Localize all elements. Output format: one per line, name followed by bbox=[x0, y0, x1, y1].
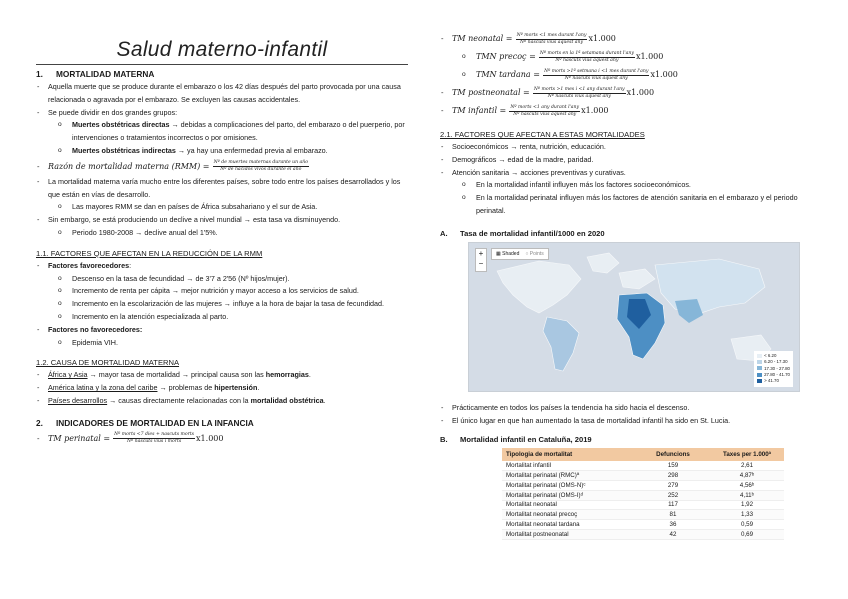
section-1-1-heading bbox=[36, 249, 408, 258]
cause-end-3: . bbox=[323, 395, 326, 405]
section-b-heading bbox=[440, 435, 820, 444]
legend-label: 6.20 - 17.30 bbox=[764, 359, 788, 365]
perinatal-denominator: Nº nascuts vius i morts bbox=[127, 439, 182, 445]
formula-fraction bbox=[543, 69, 649, 82]
formula-numerator: Nº morts en la 1ª setamana durant l'any bbox=[539, 50, 634, 56]
table-row bbox=[502, 529, 784, 539]
map-zoom-control bbox=[475, 248, 487, 272]
rmm-fraction bbox=[213, 160, 309, 173]
section-2-1-title: 2.1. FACTORES QUE AFECTAN A ESTAS MORTALIDADES bbox=[440, 130, 645, 139]
formula-multiplier: x1.000 bbox=[626, 88, 655, 97]
table-row bbox=[502, 520, 784, 530]
table-cell: Mortalitat infantil bbox=[502, 461, 636, 470]
table-cell: 81 bbox=[636, 510, 710, 520]
factor-health-care: - Atención sanitaria → acciones preventivas y curativas. bbox=[440, 167, 820, 180]
formula-fraction bbox=[539, 51, 635, 64]
legend-label: 17.30 - 27.80 bbox=[764, 365, 790, 371]
section-a-letter: A. bbox=[440, 228, 448, 238]
formula-denominator: Nº nascuts vius aquest any bbox=[513, 111, 577, 117]
table-cell: 42 bbox=[636, 529, 710, 539]
table-cell: 0,59 bbox=[710, 520, 784, 530]
formula-lhs: TMN precoç = bbox=[476, 52, 536, 61]
cause-region-1: África y Asia bbox=[48, 370, 88, 380]
section-a-heading bbox=[440, 229, 820, 238]
table-cell: 159 bbox=[636, 461, 710, 470]
rmm-lhs: Razón de mortalidad materna (RMM) = bbox=[48, 161, 210, 171]
cause-text-2: → problemas de bbox=[157, 383, 215, 393]
nofav-label-text: Factores no favorecedores: bbox=[48, 324, 143, 334]
table-cell: Mortalitat postneonatal bbox=[502, 529, 636, 539]
s1-paragraph-3: - La mortalidad materna varía mucho entre los diferentes países, sobre todo entre los países desarrollados y los que están en vías de desarrollo. bbox=[36, 176, 408, 202]
tab-shaded-label: Shaded bbox=[502, 250, 520, 257]
rmm-numerator: Nº de muertes maternas durante un año bbox=[213, 160, 309, 166]
map-mode-tabs bbox=[491, 248, 549, 260]
formula-lhs: TM neonatal = bbox=[452, 34, 513, 43]
section-2-title: INDICADORES DE MORTALIDAD EN LA INFANCIA bbox=[56, 417, 254, 428]
direct-text: → debidas a complicaciones del parto, del embarazo o del puerperio, por intervenciones o tratamientos incorrectos o por omisiones. bbox=[72, 120, 405, 143]
zoom-in-button[interactable]: + bbox=[478, 248, 484, 258]
table-cell: 298 bbox=[636, 471, 710, 481]
tab-shaded[interactable]: ▦ Shaded bbox=[496, 250, 520, 257]
perinatal-fraction bbox=[113, 432, 195, 445]
table-body bbox=[502, 461, 784, 539]
nofav-factor-item: o Epidemia VIH. bbox=[36, 337, 408, 350]
table-row bbox=[502, 471, 784, 481]
table-cell: Mortalitat perinatal (RMC)ª bbox=[502, 471, 636, 481]
fav-factor-item: o Incremento en la escolarización de las mujeres → influye a la hora de bajar la tasa de fecundidad. bbox=[36, 298, 408, 311]
map-legend bbox=[754, 351, 793, 387]
direct-label: Muertes obstétricas directas bbox=[72, 120, 170, 130]
table-cell: 4,56ᵇ bbox=[710, 480, 784, 490]
factor-note-infant: o En la mortalidad infantil influyen más los factores socioeconómicos. bbox=[440, 179, 820, 192]
rmm-formula bbox=[36, 158, 408, 176]
formula-numerator: Nº morts >1ª setmana i <1 mes durant l'any bbox=[544, 68, 649, 74]
table-header-row bbox=[502, 448, 784, 461]
section-b-title: Mortalidad infantil en Cataluña, 2019 bbox=[460, 435, 592, 445]
table-row bbox=[502, 461, 784, 470]
table-row bbox=[502, 480, 784, 490]
rmm-denominator: Nº de nacidos vivos durante el año bbox=[220, 167, 302, 173]
section-1-number: 1. bbox=[36, 69, 43, 79]
formula-numerator: Nº morts <1 mes durant l'any bbox=[516, 32, 587, 38]
section-1-1-title: 1.1. FACTORES QUE AFECTAN EN LA REDUCCIÓN DE LA RMM bbox=[36, 248, 263, 258]
fav-factor-item: o Incremento de renta per cápita → mejor nutrición y mayor acceso a los servicios de salud. bbox=[36, 285, 408, 298]
tab-points[interactable]: ○ Points bbox=[525, 250, 544, 257]
formula-denominator: Nº nascuts vius aquest any bbox=[564, 75, 628, 81]
s1-paragraph-1: - Aquella muerte que se produce durante el embarazo o los 42 días después del parto provocada por una causa relacionada o agravada por el embarazo. Se excluyen las causas accidentales. bbox=[36, 81, 408, 107]
legend-entry bbox=[757, 378, 790, 384]
legend-label: < 6.20 bbox=[764, 352, 777, 358]
catalonia-mortality-table bbox=[502, 448, 784, 539]
section-b-letter: B. bbox=[440, 435, 448, 445]
s1-bullet-direct bbox=[36, 119, 408, 145]
s1-bullet-rmm-regions: o Las mayores RMM se dan en países de África subsahariano y el sur de Asia. bbox=[36, 201, 408, 214]
formula-row bbox=[440, 30, 820, 48]
table-row bbox=[502, 510, 784, 520]
left-column bbox=[36, 30, 408, 448]
table-column-header: Taxes per 1.000ª bbox=[710, 448, 784, 461]
perinatal-multiplier: x1.000 bbox=[196, 433, 224, 443]
formula-fraction bbox=[533, 87, 626, 100]
table-cell: 36 bbox=[636, 520, 710, 530]
s1-bullet-period: o Periodo 1980-2008 → declive anual del 1'5%. bbox=[36, 227, 408, 240]
s1-bullet-indirect bbox=[36, 145, 408, 158]
table-cell: 1,92 bbox=[710, 500, 784, 510]
map-note-descent: - Prácticamente en todos los países la tendencia ha sido hacia el descenso. bbox=[440, 402, 820, 415]
page-title: Salud materno-infantil bbox=[116, 38, 328, 61]
cause-text-3: → causas directamente relacionadas con la bbox=[107, 395, 251, 405]
fav-factor-item: o Incremento en la atención especializada al parto. bbox=[36, 311, 408, 324]
table-column-header: Tipologia de mortalitat bbox=[502, 448, 636, 461]
formula-row bbox=[440, 102, 820, 120]
table-cell: Mortalitat perinatal (OMS-I)ᵈ bbox=[502, 490, 636, 500]
table-row bbox=[502, 500, 784, 510]
cause-end-2: . bbox=[257, 383, 260, 393]
formula-multiplier: x1.000 bbox=[635, 52, 664, 61]
formula-numerator: Nº morts >1 mes i <1 any durant l'any bbox=[533, 86, 625, 92]
formula-denominator: Nº nascuts vius aquest any bbox=[547, 93, 611, 99]
formula-multiplier: x1.000 bbox=[581, 106, 609, 115]
factor-note-perinatal: o En la mortalidad perinatal influyen más los factores de atención sanitaria en el embarazo y el periodo perinatal. bbox=[440, 192, 820, 218]
s1-paragraph-4: - Sin embargo, se está produciendo un declive a nivel mundial → esta tasa va disminuyendo. bbox=[36, 214, 408, 227]
table-cell: 0,69 bbox=[710, 529, 784, 539]
tab-points-label: Points bbox=[529, 250, 544, 257]
section-2-1-heading bbox=[440, 130, 820, 139]
legend-swatch bbox=[757, 373, 762, 377]
table-cell: 117 bbox=[636, 500, 710, 510]
section-1-title: MORTALIDAD MATERNA bbox=[56, 69, 155, 79]
table-column-header: Defuncions bbox=[636, 448, 710, 461]
legend-swatch bbox=[757, 379, 762, 383]
formula-row bbox=[440, 48, 820, 66]
perinatal-numerator: Nº morts <7 dies + nascuts morts bbox=[114, 432, 195, 438]
section-2-heading bbox=[36, 418, 408, 428]
fav-factors-label: - Factores favorecedores: bbox=[36, 260, 408, 273]
table-cell: 2,61 bbox=[710, 461, 784, 470]
formula-lhs: TM postneonatal = bbox=[452, 88, 530, 97]
right-column bbox=[440, 30, 820, 540]
table-cell: 4,87ᵇ bbox=[710, 471, 784, 481]
fav-factors-list bbox=[36, 273, 408, 324]
section-1-2-heading bbox=[36, 358, 408, 367]
table-cell: 279 bbox=[636, 480, 710, 490]
cause-end-1: . bbox=[308, 370, 311, 380]
formula-multiplier: x1.000 bbox=[588, 34, 616, 43]
cause-key-3: mortalidad obstétrica bbox=[250, 395, 324, 405]
indirect-label: Muertes obstétricas indirectas bbox=[72, 145, 176, 155]
factor-demographic: - Demográficos → edad de la madre, paridad. bbox=[440, 154, 820, 167]
formula-lhs: TMN tardana = bbox=[476, 70, 540, 79]
legend-label: 27.80 - 41.70 bbox=[764, 371, 790, 377]
table-cell: Mortalitat perinatal (OMS-N)ᶜ bbox=[502, 480, 636, 490]
factor-socioeconomic: - Socioeconómicos → renta, nutrición, educación. bbox=[440, 141, 820, 154]
world-map-svg bbox=[469, 243, 799, 391]
zoom-out-button[interactable]: − bbox=[478, 258, 484, 268]
title-rule bbox=[36, 64, 408, 65]
section-2-number: 2. bbox=[36, 417, 43, 428]
cause-key-1: hemorragias bbox=[265, 370, 309, 380]
formula-multiplier: x1.000 bbox=[650, 70, 678, 79]
fav-label-text: Factores favorecedores bbox=[48, 260, 130, 270]
formula-row bbox=[440, 66, 820, 84]
cause-key-2: hipertensión bbox=[214, 383, 258, 393]
formula-fraction bbox=[509, 105, 580, 118]
table-cell: 252 bbox=[636, 490, 710, 500]
formula-fraction bbox=[516, 33, 588, 46]
cause-row-africa-asia bbox=[36, 369, 408, 382]
formula-numerator: Nº morts <1 any durant l'any bbox=[510, 104, 580, 110]
legend-swatch bbox=[757, 366, 762, 370]
formula-denominator: Nº nascuts vius aquest any bbox=[520, 39, 584, 45]
nofav-factors-label bbox=[36, 324, 408, 337]
formula-row bbox=[440, 84, 820, 102]
nofav-factors-list bbox=[36, 337, 408, 350]
section-a-title: Tasa de mortalidad infantil/1000 en 2020 bbox=[460, 228, 605, 238]
mortality-formulas bbox=[440, 30, 820, 120]
table-cell: Mortalitat neonatal precoç bbox=[502, 510, 636, 520]
cause-text-1: → mayor tasa de mortalidad → principal causa son las bbox=[87, 370, 266, 380]
section-1-2-title: 1.2. CAUSA DE MORTALIDAD MATERNA bbox=[36, 358, 180, 368]
section-1-heading bbox=[36, 69, 408, 79]
formula-lhs: TM infantil = bbox=[452, 106, 507, 115]
infant-mortality-map bbox=[468, 242, 800, 392]
fav-factor-item: o Descenso en la tasa de fecundidad → de 3'7 a 2'56 (Nº hijos/mujer). bbox=[36, 273, 408, 286]
legend-label: > 41.70 bbox=[764, 378, 779, 384]
table-cell: Mortalitat neonatal bbox=[502, 500, 636, 510]
perinatal-lhs: TM perinatal = bbox=[48, 433, 111, 443]
table-cell: 1,33 bbox=[710, 510, 784, 520]
legend-swatch bbox=[757, 354, 762, 358]
table-cell: Mortalitat neonatal tardana bbox=[502, 520, 636, 530]
cause-region-2: América latina y la zona del caribe bbox=[48, 383, 158, 393]
map-note-st-lucia: - El único lugar en que han aumentado la tasa de mortalidad infantil ha sido en St. Lucia. bbox=[440, 415, 820, 428]
cause-row-developed bbox=[36, 395, 408, 408]
table-row bbox=[502, 490, 784, 500]
s1-paragraph-2: - Se puede dividir en dos grandes grupos: bbox=[36, 107, 408, 120]
table-cell: 4,11ᵇ bbox=[710, 490, 784, 500]
cause-row-latam bbox=[36, 382, 408, 395]
perinatal-formula bbox=[36, 430, 408, 448]
formula-denominator: Nº nascuts vius aquest any bbox=[555, 57, 619, 63]
indirect-text: → ya hay una enfermedad previa al embarazo. bbox=[175, 145, 328, 155]
legend-swatch bbox=[757, 360, 762, 364]
cause-region-3: Países desarrollos bbox=[48, 395, 108, 405]
